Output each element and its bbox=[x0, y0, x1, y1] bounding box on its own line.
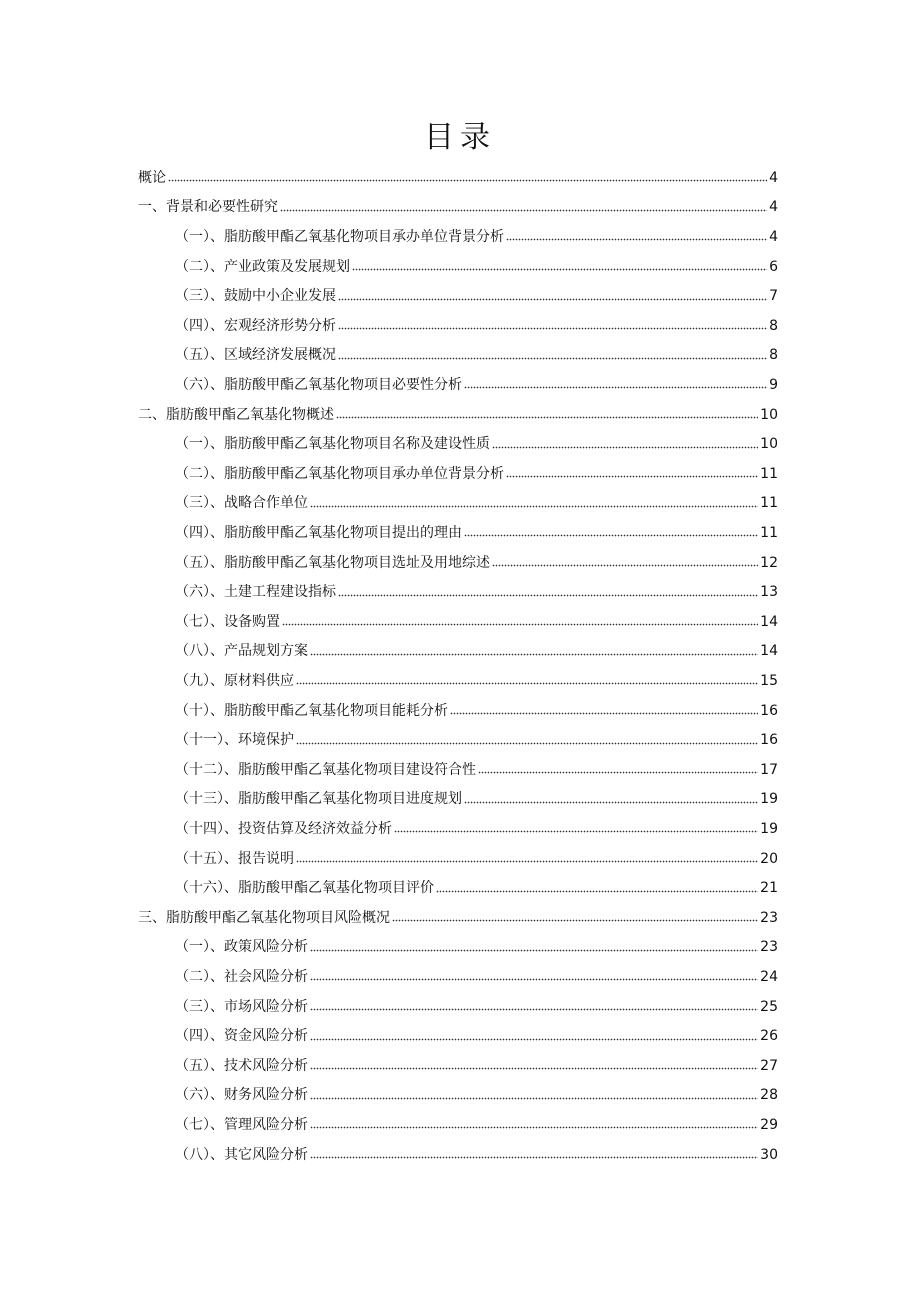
toc-dot-leader bbox=[336, 413, 758, 423]
toc-entry-label: （三）、战略合作单位 bbox=[175, 495, 308, 512]
toc-entry-page-number: 16 bbox=[760, 732, 778, 749]
toc-entry[interactable] bbox=[175, 252, 778, 282]
toc-dot-leader bbox=[394, 827, 758, 837]
toc-entry-page-number: 19 bbox=[760, 820, 778, 837]
toc-dot-leader bbox=[310, 1123, 758, 1133]
toc-dot-leader bbox=[464, 797, 758, 807]
toc-entry-label: （九）、原材料供应 bbox=[175, 672, 294, 689]
toc-entry-label: （七）、管理风险分析 bbox=[175, 1116, 308, 1133]
toc-entry-page-number: 11 bbox=[760, 465, 778, 482]
toc-entry-label: 二、脂肪酸甲酯乙氧基化物概述 bbox=[138, 406, 334, 423]
toc-entry[interactable] bbox=[175, 814, 778, 844]
page-title: 目录 bbox=[424, 120, 496, 155]
toc-dot-leader bbox=[310, 501, 758, 511]
toc-entry-page-number: 14 bbox=[760, 613, 778, 630]
toc-dot-leader bbox=[310, 649, 758, 659]
toc-entry[interactable] bbox=[175, 1081, 778, 1111]
toc-entry-page-number: 17 bbox=[760, 761, 778, 778]
toc-entry[interactable] bbox=[175, 1140, 778, 1170]
toc-entry[interactable] bbox=[175, 489, 778, 519]
toc-entry-label: （四）、宏观经济形势分析 bbox=[175, 317, 336, 334]
toc-entry-label: （六）、脂肪酸甲酯乙氧基化物项目必要性分析 bbox=[175, 376, 462, 393]
toc-entry-page-number: 15 bbox=[760, 672, 778, 689]
toc-entry-page-number: 9 bbox=[769, 376, 778, 393]
toc-entry-label: （十六）、脂肪酸甲酯乙氧基化物项目评价 bbox=[175, 880, 434, 897]
toc-entry-page-number: 20 bbox=[760, 850, 778, 867]
toc-dot-leader bbox=[310, 1005, 758, 1015]
toc-entry[interactable] bbox=[175, 666, 778, 696]
toc-entry[interactable] bbox=[175, 341, 778, 371]
toc-entry-page-number: 11 bbox=[760, 495, 778, 512]
toc-entry[interactable] bbox=[175, 637, 778, 667]
toc-dot-leader bbox=[352, 265, 767, 275]
toc-entry-page-number: 30 bbox=[760, 1146, 778, 1163]
toc-entry-label: （二）、社会风险分析 bbox=[175, 968, 308, 985]
toc-entry-page-number: 29 bbox=[760, 1116, 778, 1133]
toc-entry-label: （三）、鼓励中小企业发展 bbox=[175, 288, 336, 305]
toc-dot-leader bbox=[464, 383, 767, 393]
toc-entry[interactable] bbox=[175, 1110, 778, 1140]
toc-entry-page-number: 23 bbox=[760, 939, 778, 956]
toc-entry-label: （十三）、脂肪酸甲酯乙氧基化物项目进度规划 bbox=[175, 791, 462, 808]
toc-entry[interactable] bbox=[175, 311, 778, 341]
toc-entry[interactable] bbox=[175, 933, 778, 963]
toc-entry-page-number: 11 bbox=[760, 524, 778, 541]
toc-entry-label: （一）、脂肪酸甲酯乙氧基化物项目承办单位背景分析 bbox=[175, 228, 504, 245]
toc-entry[interactable] bbox=[175, 281, 778, 311]
toc-dot-leader bbox=[338, 353, 767, 363]
toc-entry-page-number: 16 bbox=[760, 702, 778, 719]
toc-dot-leader bbox=[310, 1064, 758, 1074]
toc-entry[interactable] bbox=[138, 163, 778, 193]
toc-entry-page-number: 4 bbox=[769, 169, 778, 186]
toc-dot-leader bbox=[296, 738, 758, 748]
toc-entry-label: （一）、政策风险分析 bbox=[175, 939, 308, 956]
toc-entry-page-number: 23 bbox=[760, 909, 778, 926]
toc-entry-page-number: 8 bbox=[769, 347, 778, 364]
toc-entry-page-number: 27 bbox=[760, 1057, 778, 1074]
toc-dot-leader bbox=[338, 294, 767, 304]
toc-entry[interactable] bbox=[175, 844, 778, 874]
toc-entry[interactable] bbox=[138, 193, 778, 223]
toc-dot-leader bbox=[310, 1093, 758, 1103]
toc-entry-page-number: 28 bbox=[760, 1087, 778, 1104]
toc-entry-label: （二）、产业政策及发展规划 bbox=[175, 258, 350, 275]
toc-entry-label: （五）、区域经济发展概况 bbox=[175, 347, 336, 364]
toc-entry-label: 概论 bbox=[138, 169, 166, 186]
toc-entry-page-number: 10 bbox=[760, 406, 778, 423]
toc-entry-page-number: 21 bbox=[760, 880, 778, 897]
toc-dot-leader bbox=[310, 1153, 758, 1163]
toc-entry[interactable] bbox=[175, 459, 778, 489]
toc-entry[interactable] bbox=[175, 548, 778, 578]
toc-entry-page-number: 26 bbox=[760, 1028, 778, 1045]
toc-entry-page-number: 6 bbox=[769, 258, 778, 275]
toc-dot-leader bbox=[436, 886, 758, 896]
toc-dot-leader bbox=[492, 561, 758, 571]
toc-entry-label: （十）、脂肪酸甲酯乙氧基化物项目能耗分析 bbox=[175, 702, 448, 719]
toc-entry-label: （七）、设备购置 bbox=[175, 613, 280, 630]
toc-entry-label: （五）、技术风险分析 bbox=[175, 1057, 308, 1074]
toc-entry-page-number: 13 bbox=[760, 584, 778, 601]
toc-entry[interactable] bbox=[175, 785, 778, 815]
toc-entry-page-number: 4 bbox=[769, 228, 778, 245]
toc-entry[interactable] bbox=[175, 222, 778, 252]
toc-entry-label: （六）、财务风险分析 bbox=[175, 1087, 308, 1104]
toc-entry-page-number: 8 bbox=[769, 317, 778, 334]
toc-dot-leader bbox=[280, 205, 767, 215]
toc-dot-leader bbox=[296, 857, 758, 867]
toc-entry[interactable] bbox=[175, 370, 778, 400]
toc-entry[interactable] bbox=[138, 400, 778, 430]
toc-dot-leader bbox=[506, 472, 758, 482]
toc-entry-label: （十一）、环境保护 bbox=[175, 732, 294, 749]
toc-dot-leader bbox=[392, 916, 758, 926]
toc-entry-page-number: 14 bbox=[760, 643, 778, 660]
toc-entry-page-number: 25 bbox=[760, 998, 778, 1015]
toc-dot-leader bbox=[282, 620, 758, 630]
toc-dot-leader bbox=[450, 709, 758, 719]
toc-entry-label: （二）、脂肪酸甲酯乙氧基化物项目承办单位背景分析 bbox=[175, 465, 504, 482]
toc-dot-leader bbox=[338, 324, 767, 334]
toc-entry-label: （四）、资金风险分析 bbox=[175, 1028, 308, 1045]
toc-dot-leader bbox=[168, 176, 767, 186]
toc-entry[interactable] bbox=[175, 1051, 778, 1081]
toc-entry-page-number: 12 bbox=[760, 554, 778, 571]
toc-dot-leader bbox=[478, 768, 758, 778]
toc-dot-leader bbox=[310, 975, 758, 985]
toc-entry[interactable] bbox=[175, 962, 778, 992]
toc-entry-label: 三、脂肪酸甲酯乙氧基化物项目风险概况 bbox=[138, 909, 390, 926]
toc-entry-page-number: 24 bbox=[760, 968, 778, 985]
toc-entry-page-number: 10 bbox=[760, 436, 778, 453]
toc-dot-leader bbox=[310, 1034, 758, 1044]
toc-dot-leader bbox=[310, 945, 758, 955]
toc-entry-page-number: 4 bbox=[769, 199, 778, 216]
toc-entry-page-number: 19 bbox=[760, 791, 778, 808]
toc-entry[interactable] bbox=[175, 429, 778, 459]
toc-entry-label: （四）、脂肪酸甲酯乙氧基化物项目提出的理由 bbox=[175, 524, 462, 541]
toc-entry[interactable] bbox=[175, 755, 778, 785]
toc-entry-label: （十五）、报告说明 bbox=[175, 850, 294, 867]
toc-entry-label: 一、背景和必要性研究 bbox=[138, 199, 278, 216]
toc-entry[interactable] bbox=[175, 873, 778, 903]
toc-entry[interactable] bbox=[175, 696, 778, 726]
toc-entry[interactable] bbox=[175, 725, 778, 755]
toc-entry-label: （八）、产品规划方案 bbox=[175, 643, 308, 660]
toc-entry-label: （五）、脂肪酸甲酯乙氧基化物项目选址及用地综述 bbox=[175, 554, 490, 571]
toc-dot-leader bbox=[492, 442, 758, 452]
toc-entry-label: （三）、市场风险分析 bbox=[175, 998, 308, 1015]
toc-entry[interactable] bbox=[175, 1021, 778, 1051]
toc-dot-leader bbox=[296, 679, 758, 689]
toc-entry-label: （十二）、脂肪酸甲酯乙氧基化物项目建设符合性 bbox=[175, 761, 476, 778]
toc-dot-leader bbox=[506, 235, 767, 245]
toc-entry-page-number: 7 bbox=[769, 288, 778, 305]
toc-entry-label: （八）、其它风险分析 bbox=[175, 1146, 308, 1163]
toc-entry[interactable] bbox=[175, 992, 778, 1022]
toc-dot-leader bbox=[338, 590, 758, 600]
toc-entry[interactable] bbox=[175, 518, 778, 548]
toc-entry-label: （十四）、投资估算及经济效益分析 bbox=[175, 820, 392, 837]
toc-dot-leader bbox=[464, 531, 758, 541]
toc-entry[interactable] bbox=[175, 577, 778, 607]
toc-entry-label: （一）、脂肪酸甲酯乙氧基化物项目名称及建设性质 bbox=[175, 436, 490, 453]
toc-entry[interactable] bbox=[175, 607, 778, 637]
toc-entry-label: （六）、土建工程建设指标 bbox=[175, 584, 336, 601]
toc-entry[interactable] bbox=[138, 903, 778, 933]
